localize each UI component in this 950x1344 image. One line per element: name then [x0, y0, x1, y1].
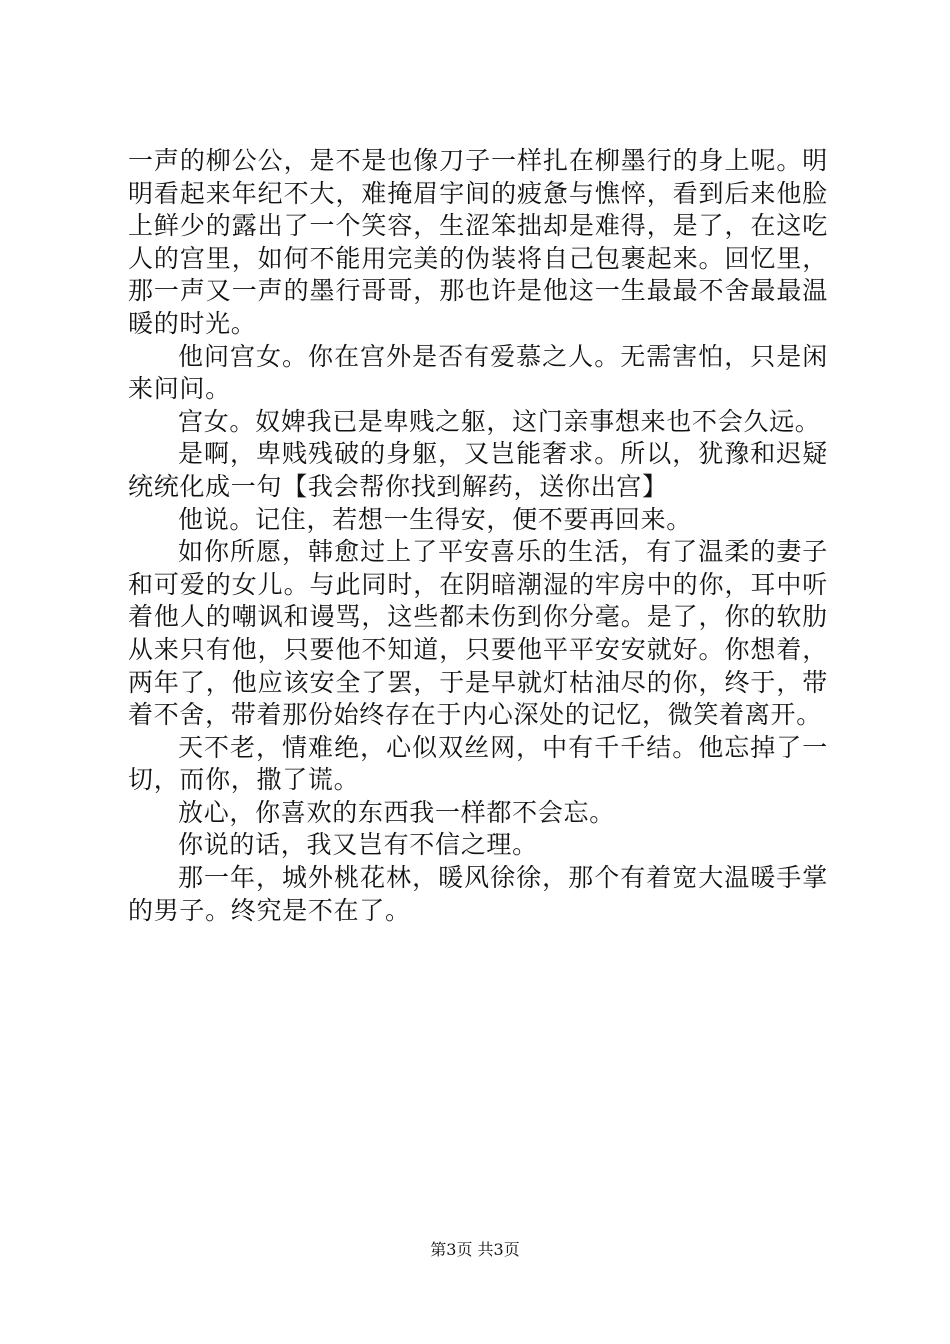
paragraph: 天不老，情难绝，心似双丝网，中有千千结。他忘掉了一切，而你，撒了谎。: [128, 732, 828, 795]
page-number-footer: 第3页 共3页: [430, 1240, 520, 1259]
paragraph: 那一年，城外桃花林，暖风徐徐，那个有着宽大温暖手掌的男子。终究是不在了。: [128, 863, 828, 925]
paragraph: 他问宫女。你在宫外是否有爱慕之人。无需害怕，只是闲来问问。: [128, 341, 828, 404]
paragraph: 宫女。奴婢我已是卑贱之躯，这门亲事想来也不会久远。: [178, 406, 821, 436]
paragraph-continued: 一声的柳公公，是不是也像刀子一样扎在柳墨行的身上呢。明明看起来年纪不大，难掩眉宇间的疲惫与憔悴，看到后来他脸上鲜少的露出了一个笑容，生涩笨拙却是难得，是了，在这吃人的宫里，如何不能用完美的伪装将自己包裹起来。回忆里，那一声又一声的墨行哥哥，那也许是他这一生最最不舍最最温暖的时光。: [128, 146, 828, 338]
paragraph: 如你所愿，韩愈过上了平安喜乐的生活，有了温柔的妻子和可爱的女儿。与此同时，在阴暗潮湿的牢房中的你，耳中听着他人的嘲讽和谩骂，这些都未伤到你分毫。是了，你的软肋从来只有他，只要他不知道，只要他平平安安就好。你想着，两年了，他应该安全了罢，于是早就灯枯油尽的你，终于，带着不舍，带着那份始终存在于内心深处的记忆，微笑着离开。: [128, 537, 828, 730]
body-text: [128, 145, 828, 927]
paragraph: 是啊，卑贱残破的身躯，又岂能奢求。所以，犹豫和迟疑统统化成一句【我会帮你找到解药，送你出宫】: [128, 439, 828, 501]
paragraph: 你说的话，我又岂有不信之理。: [178, 830, 538, 860]
paragraph: 放心，你喜欢的东西我一样都不会忘。: [178, 797, 615, 827]
paragraph: 他说。记住，若想一生得安，便不要再回来。: [178, 504, 693, 534]
